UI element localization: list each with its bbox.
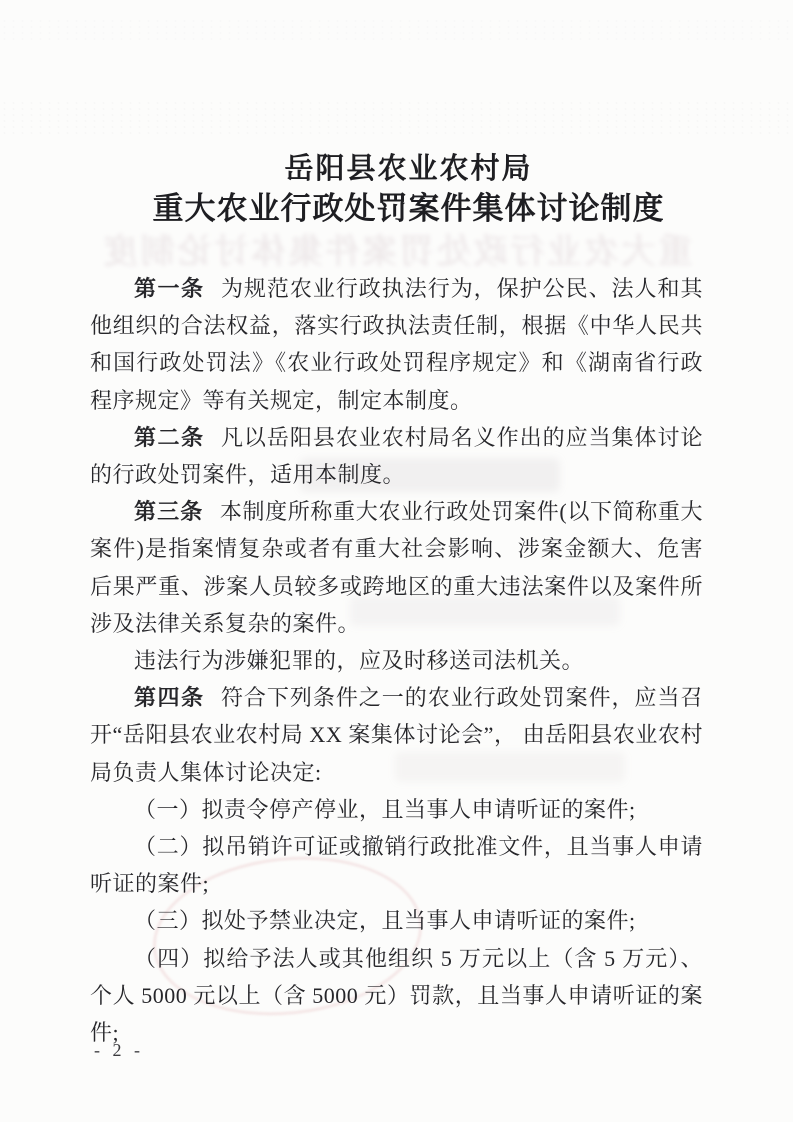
scan-noise-band (0, 100, 793, 134)
paragraph-text: 本制度所称重大农业行政处罚案件(以下简称重大案件)是指案情复杂或者有重大社会影响、涉案金额大、危害后果严重、涉案人员较多或跨地区的重大违法案件以及案件所涉及法律关系复杂的案件。 (90, 499, 704, 636)
page-number: - 2 - (94, 1040, 144, 1060)
paragraph-text: 凡以岳阳县农业农村局名义作出的应当集体讨论的行政处罚案件，适用本制度。 (90, 424, 703, 488)
document-body (90, 270, 703, 1051)
paragraph (90, 419, 703, 493)
paragraph-text: （二）拟吊销许可证或撤销行政批准文件，且当事人申请听证的案件; (90, 834, 703, 897)
paragraph (90, 642, 703, 679)
paragraph (90, 679, 703, 791)
paragraph (90, 493, 703, 642)
paragraph-text: 符合下列条件之一的农业行政处罚案件，应当召开“岳阳县农业农村局 XX 案集体讨论会”， 由岳阳县农业农村局负责人集体讨论决定: (90, 685, 703, 785)
document-title (0, 150, 793, 230)
title-document-name: 重大农业行政处罚案件集体讨论制度 (152, 191, 665, 226)
article-number: 第一条 (134, 276, 205, 301)
paragraph (90, 270, 703, 419)
article-number: 第三条 (134, 499, 204, 525)
paragraph-text: （三）拟处予禁业决定，且当事人申请听证的案件; (134, 908, 636, 934)
article-number: 第二条 (134, 424, 205, 450)
reverse-side-bleed-text: 重大农业行政处罚案件集体讨论制度 (100, 234, 693, 271)
paragraph-text: 为规范农业行政执法行为，保护公民、法人和其他组织的合法权益，落实行政执法责任制，根据《中华人民共和国行政处罚法》《农业行政处罚程序规定》和《湖南省行政程序规定》等有关规定，制定本制度。 (90, 276, 703, 413)
paragraph (90, 828, 703, 902)
paragraph (90, 791, 703, 828)
paragraph-text: （四）拟给予法人或其他组织 5 万元以上（含 5 万元）、个人 5000 元以上（含 5000 元）罚款，且当事人申请听证的案件; (90, 945, 703, 1046)
title-org-name: 岳阳县农业农村局 (284, 153, 533, 185)
paragraph-text: 违法行为涉嫌犯罪的，应及时移送司法机关。 (134, 648, 585, 674)
paragraph (90, 940, 703, 1052)
paragraph-text: （一）拟责令停产停业，且当事人申请听证的案件; (134, 796, 636, 822)
article-number: 第四条 (134, 685, 205, 711)
scan-noise-band (0, 18, 793, 44)
paragraph (90, 902, 703, 939)
